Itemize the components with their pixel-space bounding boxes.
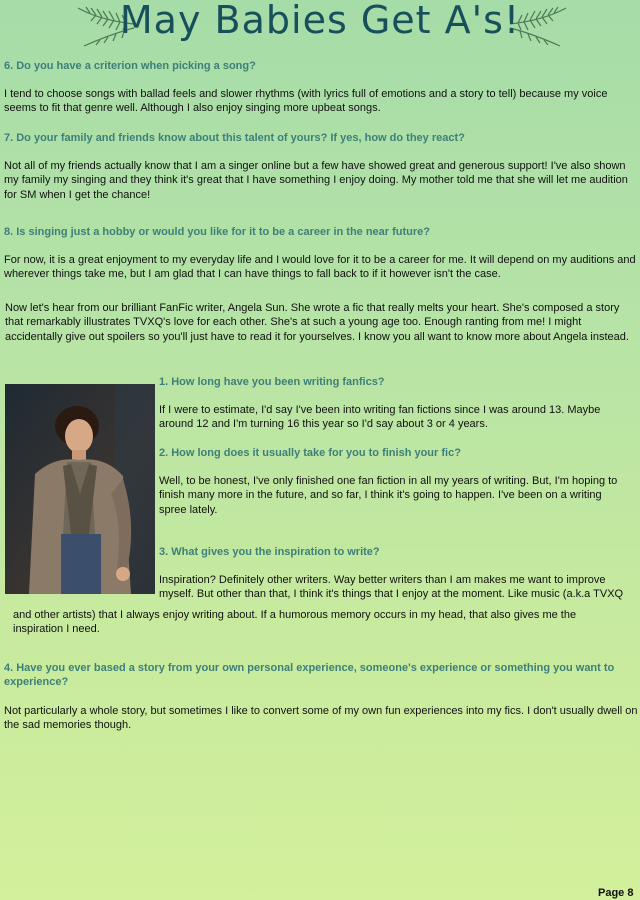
answer-6: I tend to choose songs with ballad feels and slower rhythms (with lyrics full of emotions and a story to tell) because my voice seems to fit that genre well. Although I also enjoy singing more upbeat songs. [4, 88, 608, 115]
page-number: Page 8 [598, 887, 634, 899]
page-title: May Babies Get A's! [119, 0, 521, 42]
answer-8: For now, it is a great enjoyment to my everyday life and I would love for it to be a career for me. It will depend on my auditions and wherever things take me, but I am glad that I can have things to fall back to if it however isn't the case. [4, 254, 636, 281]
interview-question-3: 3. What gives you the inspiration to write? [159, 546, 380, 558]
interview-answer-3: Inspiration? Definitely other writers. Way better writers than I am makes me want to improve myself. But other than that, I think it's things that I enjoy at the moment. Like music (a.k.a TVXQ [159, 574, 624, 601]
question-8: 8. Is singing just a hobby or would you like for it to be a career in the near future? [4, 226, 431, 238]
writer-photo [5, 384, 155, 594]
question-7: 7. Do your family and friends know about this talent of yours? If yes, how do they react? [4, 132, 465, 144]
fanfic-writer-intro: Now let's hear from our brilliant FanFic writer, Angela Sun. She wrote a fic that really melts your heart. She's composed a story that remarkably illustrates TVXQ's love for each other. She's at such a young age too. Enough ranting from me! I might accidentally give out spoilers so you'll just have to read it for yourselves. I know you all want to know more about Angela instead. [5, 302, 629, 343]
interview-answer-2: Well, to be honest, I've only finished one fan fiction in all my years of writing. But, I'm hoping to finish many more in the future, and so far, I think it's going to happen. I've been on a writing spree lately. [159, 475, 618, 516]
interview-question-1: 1. How long have you been writing fanfics? [159, 376, 385, 388]
question-6: 6. Do you have a criterion when picking a song? [4, 60, 256, 72]
interview-question-4: 4. Have you ever based a story from your own personal experience, someone's experience or something you want to experience? [4, 662, 615, 688]
interview-answer-1: If I were to estimate, I'd say I've been into writing fan fictions since I was around 13. Maybe around 12 and I'm turning 16 this year so I'd say about 3 or 4 years. [159, 404, 601, 431]
interview-answer-4: Not particularly a whole story, but sometimes I like to convert some of my own fun experiences into my fics. I don't usually dwell on the sad memories though. [4, 705, 638, 732]
interview-answer-3-continued: and other artists) that I always enjoy writing about. If a humorous memory occurs in my head, that also gives me the inspiration I need. [13, 609, 577, 636]
answer-7: Not all of my friends actually know that I am a singer online but a few have showed great and generous support! I've also shown my family my singing and they think it's great that I have something I enjoy doing. My mother told me that she will let me audition for SM when I get the chance! [4, 160, 628, 201]
interview-question-2: 2. How long does it usually take for you to finish your fic? [159, 447, 461, 459]
